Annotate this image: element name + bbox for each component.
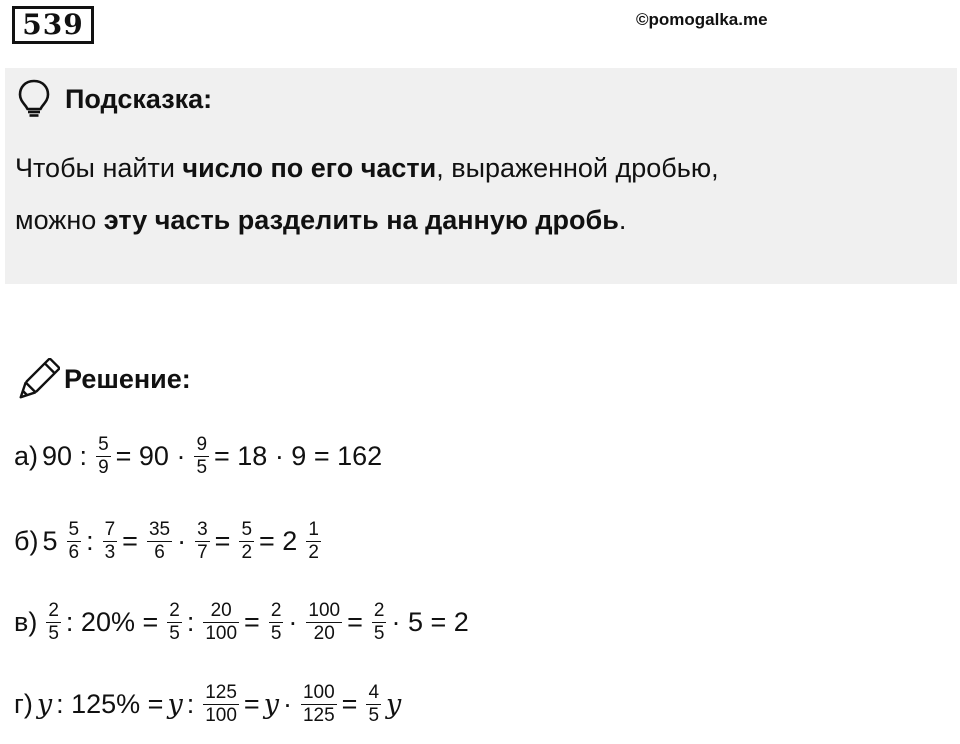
numerator: 35 [148, 518, 171, 540]
denominator: 100 [205, 622, 238, 644]
variable-y: y [386, 688, 402, 720]
denominator: 2 [241, 541, 253, 563]
numerator: 4 [368, 681, 380, 703]
expr-text: : [186, 606, 195, 637]
item-label: г) [14, 688, 33, 719]
hint-title: Подсказка: [65, 84, 213, 114]
solution-line-c [14, 582, 473, 662]
solution-title: Решение: [64, 364, 191, 394]
variable-y: y [36, 688, 53, 720]
denominator: 9 [98, 456, 109, 478]
expr-text: : 20% = [65, 606, 159, 637]
expr-text: · [288, 606, 298, 637]
fraction [203, 682, 239, 727]
hint-text [15, 142, 945, 246]
numerator: 5 [68, 518, 80, 540]
fraction [306, 519, 321, 564]
solution-line-d [14, 664, 405, 744]
fraction [366, 682, 381, 727]
expr-text: = [214, 525, 231, 556]
numerator: 20 [210, 599, 232, 621]
numerator: 7 [104, 518, 116, 540]
solution-line-a [14, 416, 386, 496]
hint-text-bold: число по его части [182, 153, 437, 183]
expr-text: = 2 [259, 525, 298, 556]
fraction [147, 519, 172, 564]
pencil-icon [14, 358, 60, 404]
item-label: б) [14, 525, 39, 556]
fraction [306, 600, 342, 645]
watermark: ©pomogalka.me [636, 10, 768, 29]
hint-line-1 [15, 142, 945, 194]
denominator: 100 [205, 704, 237, 726]
numerator: 2 [270, 599, 282, 621]
problem-number: 539 [12, 6, 94, 44]
expr-text: : [86, 525, 94, 556]
variable-y: y [167, 688, 183, 720]
expr-text: = [244, 606, 260, 637]
solution-line-b [14, 501, 326, 581]
expr-text: = [122, 525, 138, 556]
numerator: 2 [373, 599, 385, 621]
numerator: 5 [241, 518, 253, 540]
fraction [203, 600, 239, 645]
numerator: 100 [302, 681, 335, 703]
numerator: 1 [308, 518, 319, 540]
lightbulb-icon [17, 78, 51, 118]
numerator: 9 [196, 433, 208, 455]
numerator: 2 [48, 599, 59, 621]
expr-text: = [341, 688, 358, 719]
denominator: 2 [308, 541, 319, 563]
item-label: а) [14, 440, 39, 471]
fraction [239, 519, 254, 564]
fraction [46, 600, 61, 645]
numerator: 3 [197, 518, 208, 540]
expr-text: : 125% = [56, 688, 164, 719]
numerator: 125 [205, 681, 237, 703]
denominator: 5 [270, 622, 282, 644]
denominator: 7 [197, 541, 208, 563]
fraction [194, 434, 209, 479]
hint-panel [5, 68, 957, 284]
denominator: 5 [48, 622, 59, 644]
numerator: 5 [98, 433, 109, 455]
expr-text: = 18 · 9 = 162 [214, 440, 383, 471]
denominator: 6 [154, 541, 165, 563]
item-label: в) [14, 606, 38, 637]
denominator: 6 [68, 541, 80, 563]
expr-text: = [243, 688, 260, 719]
fraction [103, 519, 118, 564]
fraction [96, 434, 111, 479]
expr-text: = 90 · [115, 440, 186, 471]
denominator: 125 [302, 704, 335, 726]
denominator: 3 [104, 541, 116, 563]
hint-line-2 [15, 194, 945, 246]
fraction [195, 519, 210, 564]
denominator: 5 [169, 622, 180, 644]
expr-text: 5 [42, 525, 58, 556]
expr-text: · 5 = 2 [391, 606, 469, 637]
variable-y: y [263, 688, 279, 720]
hint-text-normal: , выраженной дробью, [436, 153, 719, 183]
expr-text: : [186, 688, 195, 719]
fraction [167, 600, 182, 645]
fraction [301, 682, 337, 727]
denominator: 20 [313, 622, 335, 644]
denominator: 5 [196, 456, 208, 478]
fraction [67, 519, 82, 564]
hint-text-normal: . [618, 205, 627, 235]
expr-text: = [347, 606, 363, 637]
denominator: 5 [373, 622, 385, 644]
hint-text-normal: Чтобы найти [15, 153, 183, 183]
denominator: 5 [368, 704, 380, 726]
hint-text-normal: можно [15, 205, 104, 235]
hint-text-bold: эту часть разделить на данную дробь [103, 205, 619, 235]
numerator: 2 [169, 599, 180, 621]
expr-text: 90 : [42, 440, 88, 471]
expr-text: · [177, 525, 187, 556]
fraction [269, 600, 284, 645]
numerator: 100 [308, 599, 341, 621]
expr-text: · [282, 688, 292, 719]
fraction [372, 600, 387, 645]
